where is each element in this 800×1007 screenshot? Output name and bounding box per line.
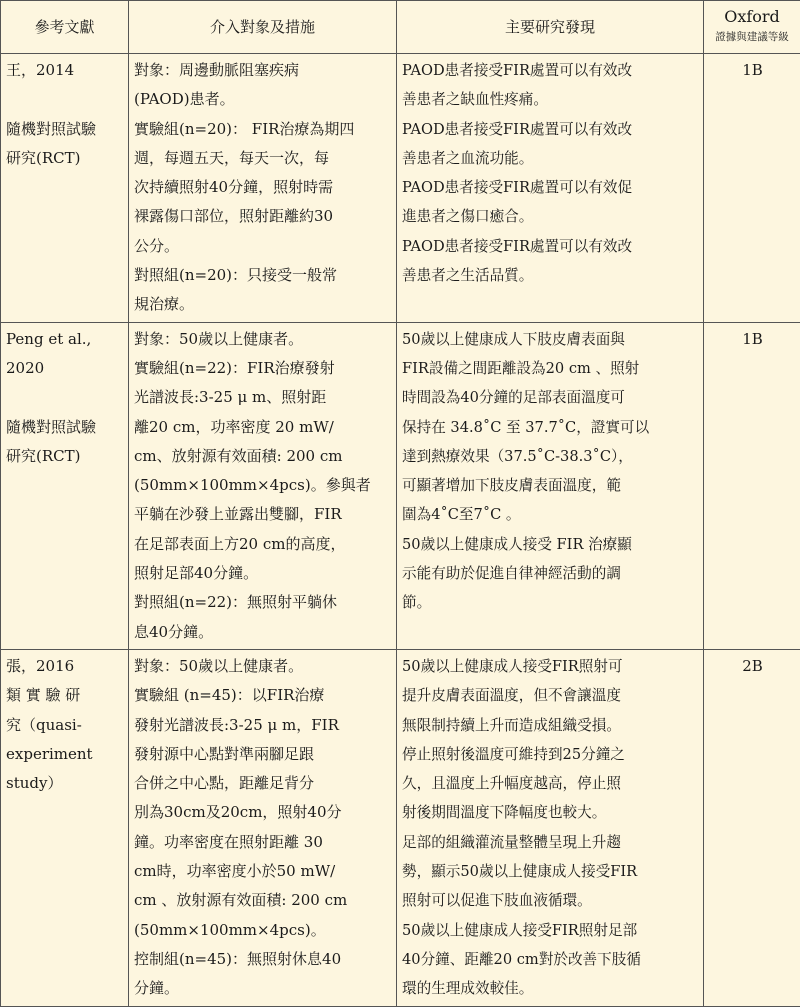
findings-cell-line: PAOD患者接受FIR處置可以有效改 [402,56,699,85]
reference-cell [1,322,129,649]
reference-cell-line: 隨機對照試驗 [6,115,124,144]
findings-cell-line: 50歲以上健康成人接受FIR照射可 [402,652,699,681]
findings-cell-line: 善患者之缺血性疼痛。 [402,85,699,114]
intervention-cell-line: cm時，功率密度小於50 mW/ [134,857,392,886]
intervention-cell-line: 發射光譜波長:3-25 μ m，FIR [134,711,392,740]
findings-cell-line: 節。 [402,588,699,617]
reference-cell-line: 類 實 驗 研 [6,681,124,710]
reference-cell-line: 研究(RCT) [6,144,124,173]
findings-cell-line: 善患者之生活品質。 [402,261,699,290]
header-row [1,1,800,54]
findings-cell-line: 圍為4˚C至7˚C 。 [402,500,699,529]
reference-cell-line: 張，2016 [6,652,124,681]
intervention-cell-line: (50mm×100mm×4pcs)。 [134,916,392,945]
intervention-cell-line: 合併之中心點，距離足背分 [134,769,392,798]
findings-cell-line: 保持在 34.8˚C 至 37.7˚C，證實可以 [402,413,699,442]
findings-cell-line: 50歲以上健康成人下肢皮膚表面與 [402,325,699,354]
intervention-cell-line: 對象：50歲以上健康者。 [134,652,392,681]
intervention-cell-line: 裸露傷口部位，照射距離約30 [134,202,392,231]
table-row [1,649,800,1006]
intervention-cell-line: cm 、放射源有效面積: 200 cm [134,886,392,915]
intervention-cell-line: (PAOD)患者。 [134,85,392,114]
reference-cell-line [6,383,124,412]
findings-cell [397,649,704,1006]
findings-cell-line: 久，且溫度上升幅度越高，停止照 [402,769,699,798]
reference-cell-line: Peng et al., [6,325,124,354]
header-reference: 參考文獻 [1,1,129,54]
reference-cell-line: experiment [6,740,124,769]
intervention-cell-line: 實驗組 (n=45)：以FIR治療 [134,681,392,710]
intervention-cell-line: 公分。 [134,232,392,261]
intervention-cell-line: 離20 cm，功率密度 20 mW/ [134,413,392,442]
header-grade [704,1,800,54]
intervention-cell-line: 發射源中心點對準兩腳足跟 [134,740,392,769]
intervention-cell-line: 鐘。功率密度在照射距離 30 [134,828,392,857]
intervention-cell [129,54,397,323]
findings-cell-line: 提升皮膚表面溫度，但不會讓溫度 [402,681,699,710]
reference-cell [1,649,129,1006]
intervention-cell-line: 規治療。 [134,290,392,319]
intervention-cell-line: 對象：周邊動脈阻塞疾病 [134,56,392,85]
intervention-cell-line: cm、放射源有效面積: 200 cm [134,442,392,471]
grade-cell: 2B [704,649,800,1006]
findings-cell-line: 達到熱療效果（37.5˚C-38.3˚C）， [402,442,699,471]
intervention-cell-line: 控制組(n=45)：無照射休息40 [134,945,392,974]
header-intervention: 介入對象及措施 [129,1,397,54]
intervention-cell-line: 對照組(n=22)：無照射平躺休 [134,588,392,617]
intervention-cell-line: 照射足部40分鐘。 [134,559,392,588]
findings-cell-line: 50歲以上健康成人接受FIR照射足部 [402,916,699,945]
intervention-cell-line: 實驗組(n=22)：FIR治療發射 [134,354,392,383]
reference-cell-line: 隨機對照試驗 [6,413,124,442]
findings-cell-line: 環的生理成效較佳。 [402,974,699,1003]
intervention-cell-line: 光譜波長:3-25 μ m、照射距 [134,383,392,412]
reference-cell-line: 研究(RCT) [6,442,124,471]
findings-cell-line: 善患者之血流功能。 [402,144,699,173]
intervention-cell-line: 平躺在沙發上並露出雙腳，FIR [134,500,392,529]
reference-cell-line [6,85,124,114]
intervention-cell-line: 在足部表面上方20 cm的高度， [134,530,392,559]
header-findings: 主要研究發現 [397,1,704,54]
intervention-cell-line: 別為30cm及20cm，照射40分 [134,798,392,827]
reference-cell-line: study） [6,769,124,798]
header-grade-subtitle: 證據與建議等級 [704,27,800,47]
table-row [1,322,800,649]
grade-cell: 1B [704,54,800,323]
reference-cell [1,54,129,323]
findings-cell-line: 無限制持續上升而造成組織受損。 [402,711,699,740]
findings-cell-line: 勢，顯示50歲以上健康成人接受FIR [402,857,699,886]
findings-cell-line: 可顯著增加下肢皮膚表面溫度，範 [402,471,699,500]
findings-cell-line: PAOD患者接受FIR處置可以有效改 [402,232,699,261]
findings-cell-line: 時間設為40分鐘的足部表面溫度可 [402,383,699,412]
findings-cell-line: 足部的組織灌流量整體呈現上升趨 [402,828,699,857]
findings-cell-line: 進患者之傷口癒合。 [402,202,699,231]
intervention-cell-line: 分鐘。 [134,974,392,1003]
intervention-cell-line: (50mm×100mm×4pcs)。參與者 [134,471,392,500]
reference-cell-line: 2020 [6,354,124,383]
intervention-cell-line: 次持續照射40分鐘，照射時需 [134,173,392,202]
findings-cell-line: 射後期間溫度下降幅度也較大。 [402,798,699,827]
reference-cell-line: 王，2014 [6,56,124,85]
findings-cell-line: PAOD患者接受FIR處置可以有效促 [402,173,699,202]
header-grade-title: Oxford [704,7,800,27]
intervention-cell-line: 對象：50歲以上健康者。 [134,325,392,354]
intervention-cell-line: 實驗組(n=20)： FIR治療為期四 [134,115,392,144]
grade-cell: 1B [704,322,800,649]
intervention-cell-line: 對照組(n=20)：只接受一般常 [134,261,392,290]
reference-cell-line: 究（quasi- [6,711,124,740]
findings-cell-line: 40分鐘、距離20 cm對於改善下肢循 [402,945,699,974]
table-row [1,54,800,323]
findings-cell-line: 示能有助於促進自律神經活動的調 [402,559,699,588]
findings-cell [397,322,704,649]
intervention-cell [129,649,397,1006]
findings-cell-line: 50歲以上健康成人接受 FIR 治療顯 [402,530,699,559]
findings-cell-line: FIR設備之間距離設為20 cm 、照射 [402,354,699,383]
findings-cell-line: PAOD患者接受FIR處置可以有效改 [402,115,699,144]
findings-cell-line: 停止照射後溫度可維持到25分鐘之 [402,740,699,769]
findings-cell-line: 照射可以促進下肢血液循環。 [402,886,699,915]
intervention-cell-line: 息40分鐘。 [134,618,392,647]
intervention-cell-line: 週，每週五天，每天一次，每 [134,144,392,173]
intervention-cell [129,322,397,649]
findings-cell [397,54,704,323]
